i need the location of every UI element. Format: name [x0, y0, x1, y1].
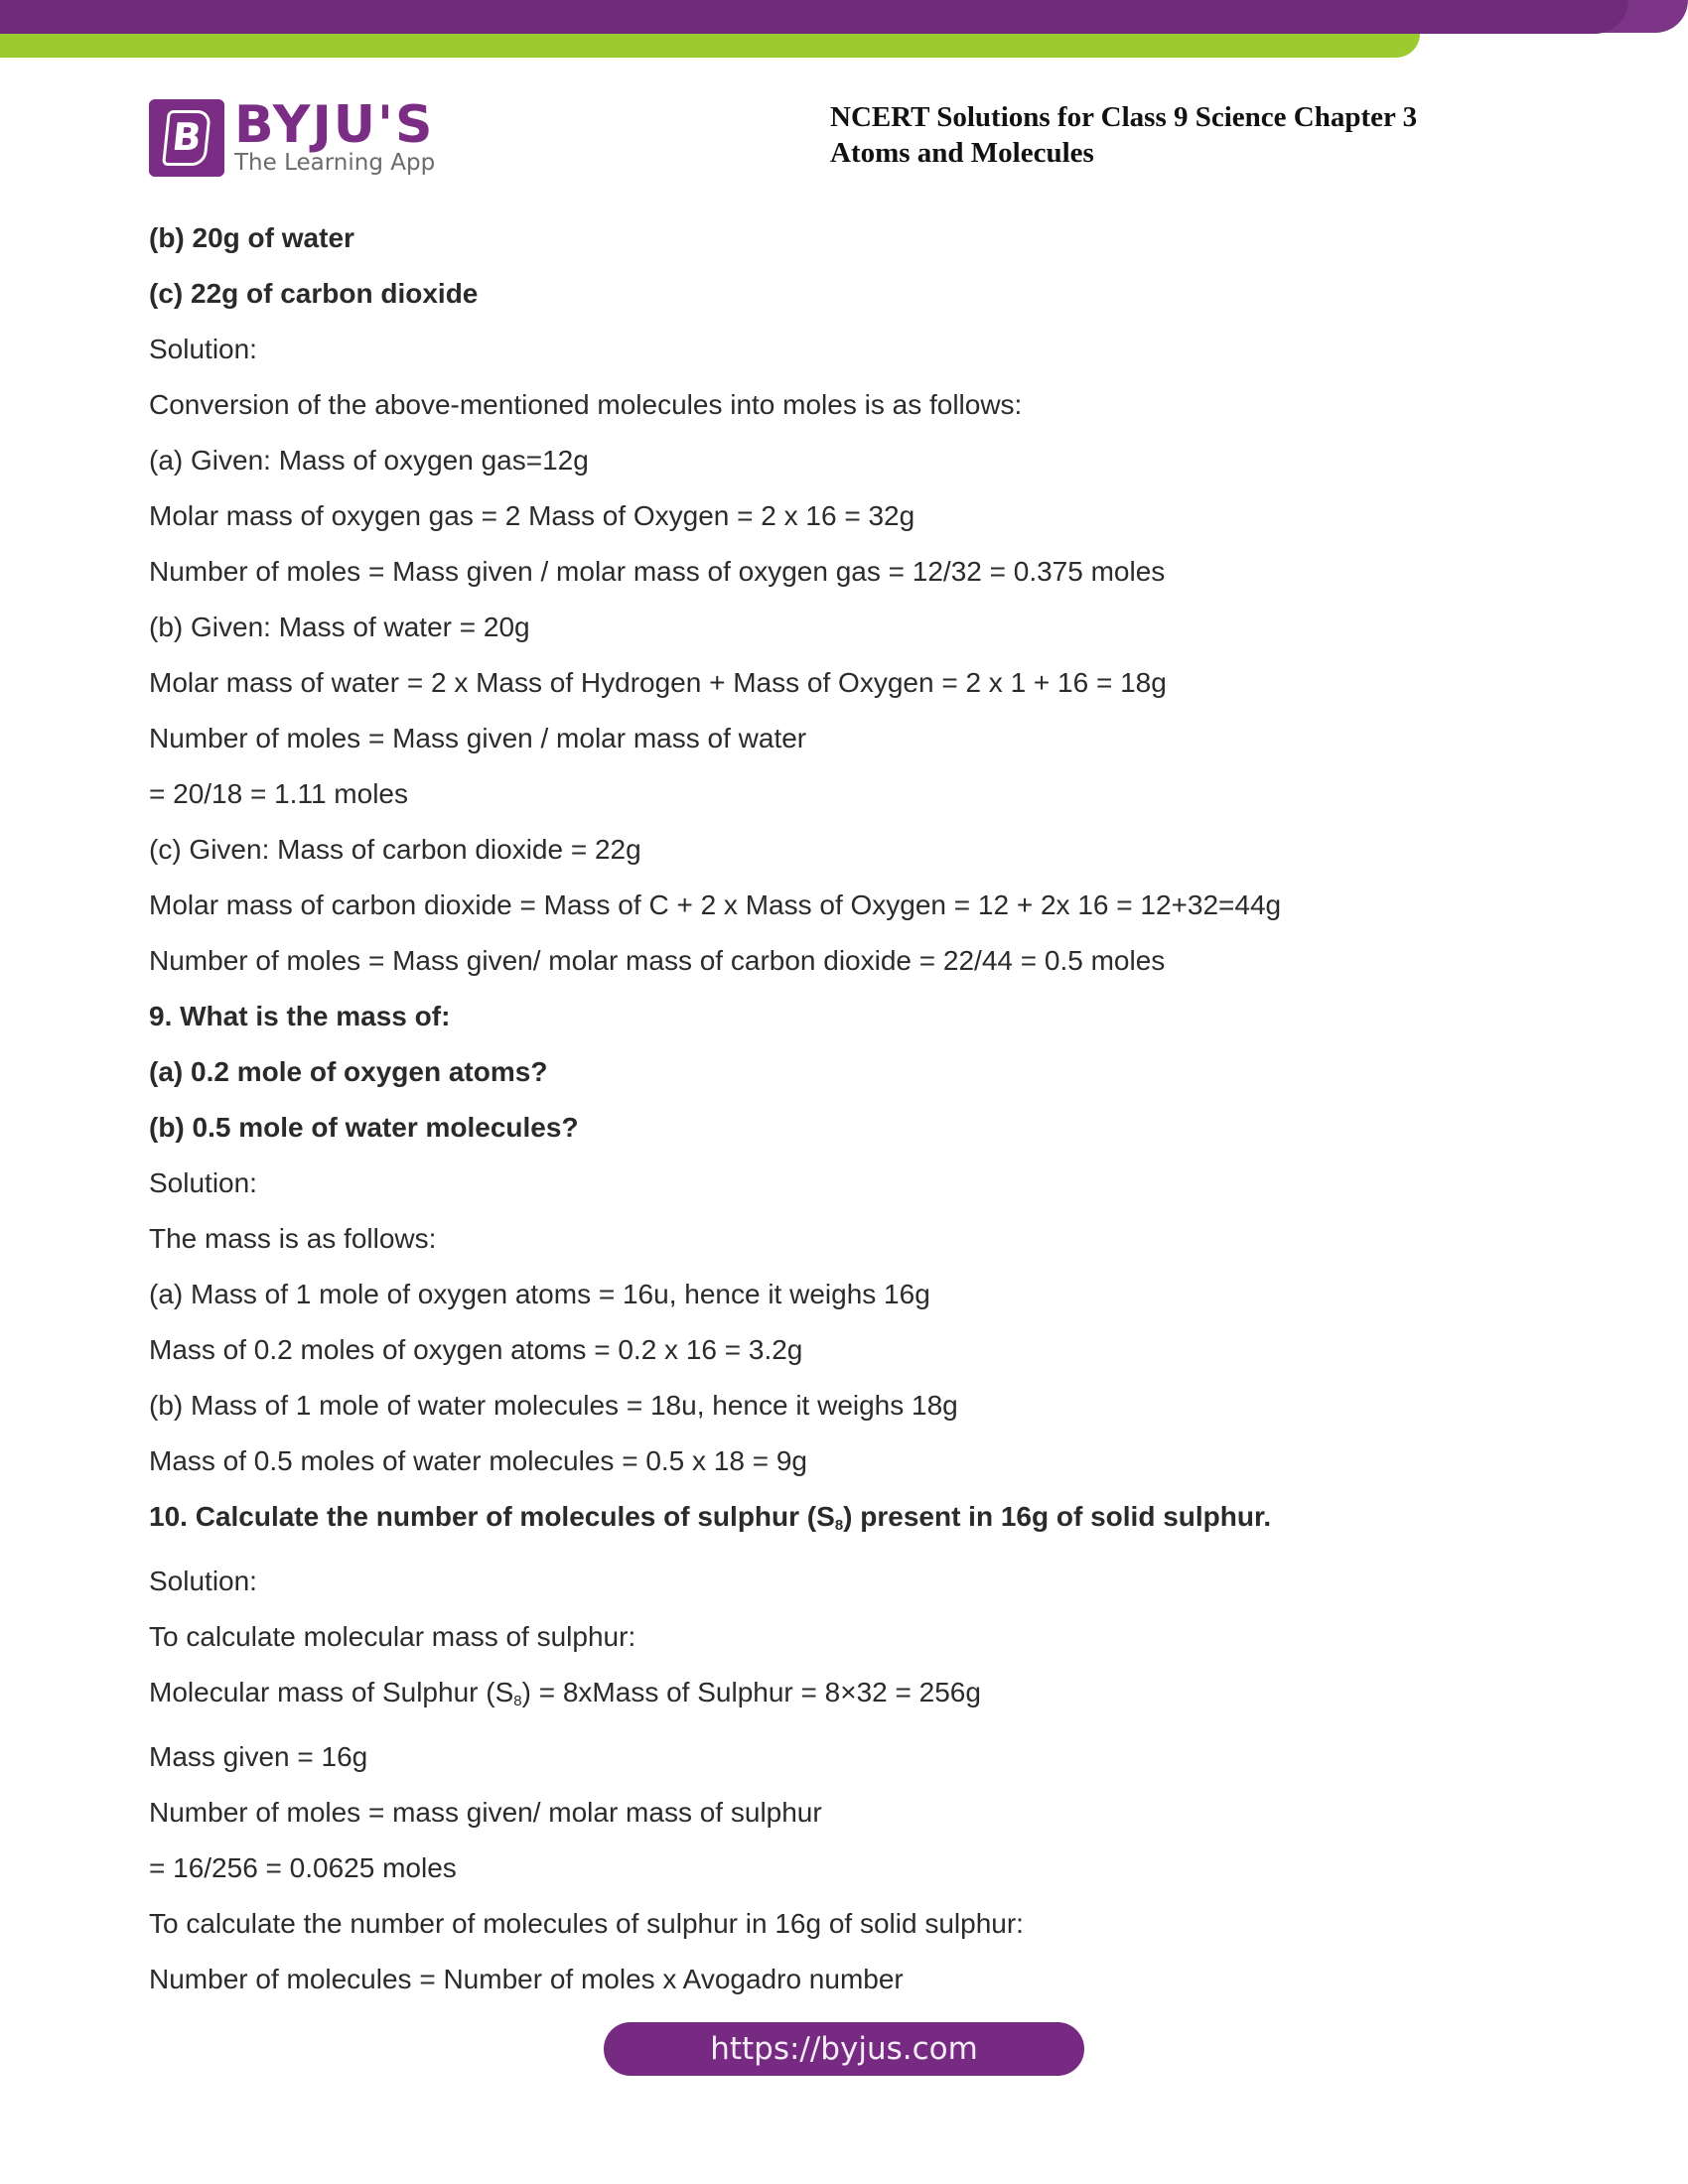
solution-label: Solution:: [149, 1566, 257, 1596]
question-10-heading: [149, 1489, 1559, 1554]
q10-text-start: 10. Calculate the number of molecules of sulphur (S: [149, 1501, 835, 1532]
document-title: [830, 99, 1417, 171]
body-text: Number of moles = mass given/ molar mass of sulphur: [149, 1797, 822, 1828]
molecular-mass-end: ) = 8xMass of Sulphur = 8×32 = 256g: [521, 1677, 981, 1707]
q10-text-end: ) present in 16g of solid sulphur.: [843, 1501, 1272, 1532]
molecular-mass-line: [149, 1665, 1559, 1729]
body-text: (c) Given: Mass of carbon dioxide = 22g: [149, 834, 641, 865]
body-text: Number of moles = Mass given / molar mass of oxygen gas = 12/32 = 0.375 moles: [149, 556, 1166, 587]
question-part-c: (c) 22g of carbon dioxide: [149, 278, 479, 309]
body-text: (b) Given: Mass of water = 20g: [149, 612, 530, 642]
footer-website-link[interactable]: https://byjus.com: [604, 2022, 1084, 2076]
body-text: = 16/256 = 0.0625 moles: [149, 1852, 457, 1883]
document-body: [149, 210, 1559, 2007]
header-band-green: [0, 34, 1420, 58]
byjus-logo: [149, 95, 436, 177]
body-text: (b) Mass of 1 mole of water molecules = 18u, hence it weighs 18g: [149, 1390, 958, 1421]
subscript-8: 8: [513, 1693, 522, 1709]
body-text: Conversion of the above-mentioned molecules into moles is as follows:: [149, 389, 1023, 420]
question-part-b: (b) 20g of water: [149, 222, 354, 253]
question-9-heading: 9. What is the mass of:: [149, 1001, 451, 1031]
subscript-8: 8: [834, 1517, 844, 1534]
body-text: Molar mass of carbon dioxide = Mass of C + 2 x Mass of Oxygen = 12 + 2x 16 = 12+32=44g: [149, 889, 1282, 920]
body-text: Mass of 0.2 moles of oxygen atoms = 0.2 x 16 = 3.2g: [149, 1334, 803, 1365]
body-text: Molar mass of water = 2 x Mass of Hydrogen + Mass of Oxygen = 2 x 1 + 16 = 18g: [149, 667, 1167, 698]
document-title-line-2: Atoms and Molecules: [830, 137, 1094, 169]
body-text: Number of molecules = Number of moles x Avogadro number: [149, 1964, 904, 1994]
logo-tagline: The Learning App: [234, 150, 436, 176]
body-text: (a) Mass of 1 mole of oxygen atoms = 16u, hence it weighs 16g: [149, 1279, 930, 1309]
body-text: To calculate molecular mass of sulphur:: [149, 1621, 636, 1652]
body-text: Number of moles = Mass given/ molar mass of carbon dioxide = 22/44 = 0.5 moles: [149, 945, 1166, 976]
body-text: The mass is as follows:: [149, 1223, 437, 1254]
body-text: (a) Given: Mass of oxygen gas=12g: [149, 445, 589, 476]
header-band-purple: [0, 0, 1628, 34]
question-9-part-b: (b) 0.5 mole of water molecules?: [149, 1112, 579, 1143]
logo-brand-name: BYJU'S: [234, 95, 435, 155]
question-9-part-a: (a) 0.2 mole of oxygen atoms?: [149, 1056, 548, 1087]
solution-label: Solution:: [149, 1167, 257, 1198]
body-text: Mass of 0.5 moles of water molecules = 0.5 x 18 = 9g: [149, 1445, 808, 1476]
body-text: Number of moles = Mass given / molar mass of water: [149, 723, 807, 753]
solution-label: Solution:: [149, 334, 257, 364]
body-text: Molar mass of oxygen gas = 2 Mass of Oxygen = 2 x 16 = 32g: [149, 500, 915, 531]
body-text: To calculate the number of molecules of sulphur in 16g of solid sulphur:: [149, 1908, 1024, 1939]
header-decorative-bands: [0, 0, 1688, 60]
body-text: = 20/18 = 1.11 moles: [149, 778, 408, 809]
body-text: Mass given = 16g: [149, 1741, 368, 1772]
molecular-mass-start: Molecular mass of Sulphur (S: [149, 1677, 514, 1707]
byjus-b-logo-icon: B: [149, 99, 224, 177]
document-title-line-1: NCERT Solutions for Class 9 Science Chapter 3: [830, 101, 1418, 133]
